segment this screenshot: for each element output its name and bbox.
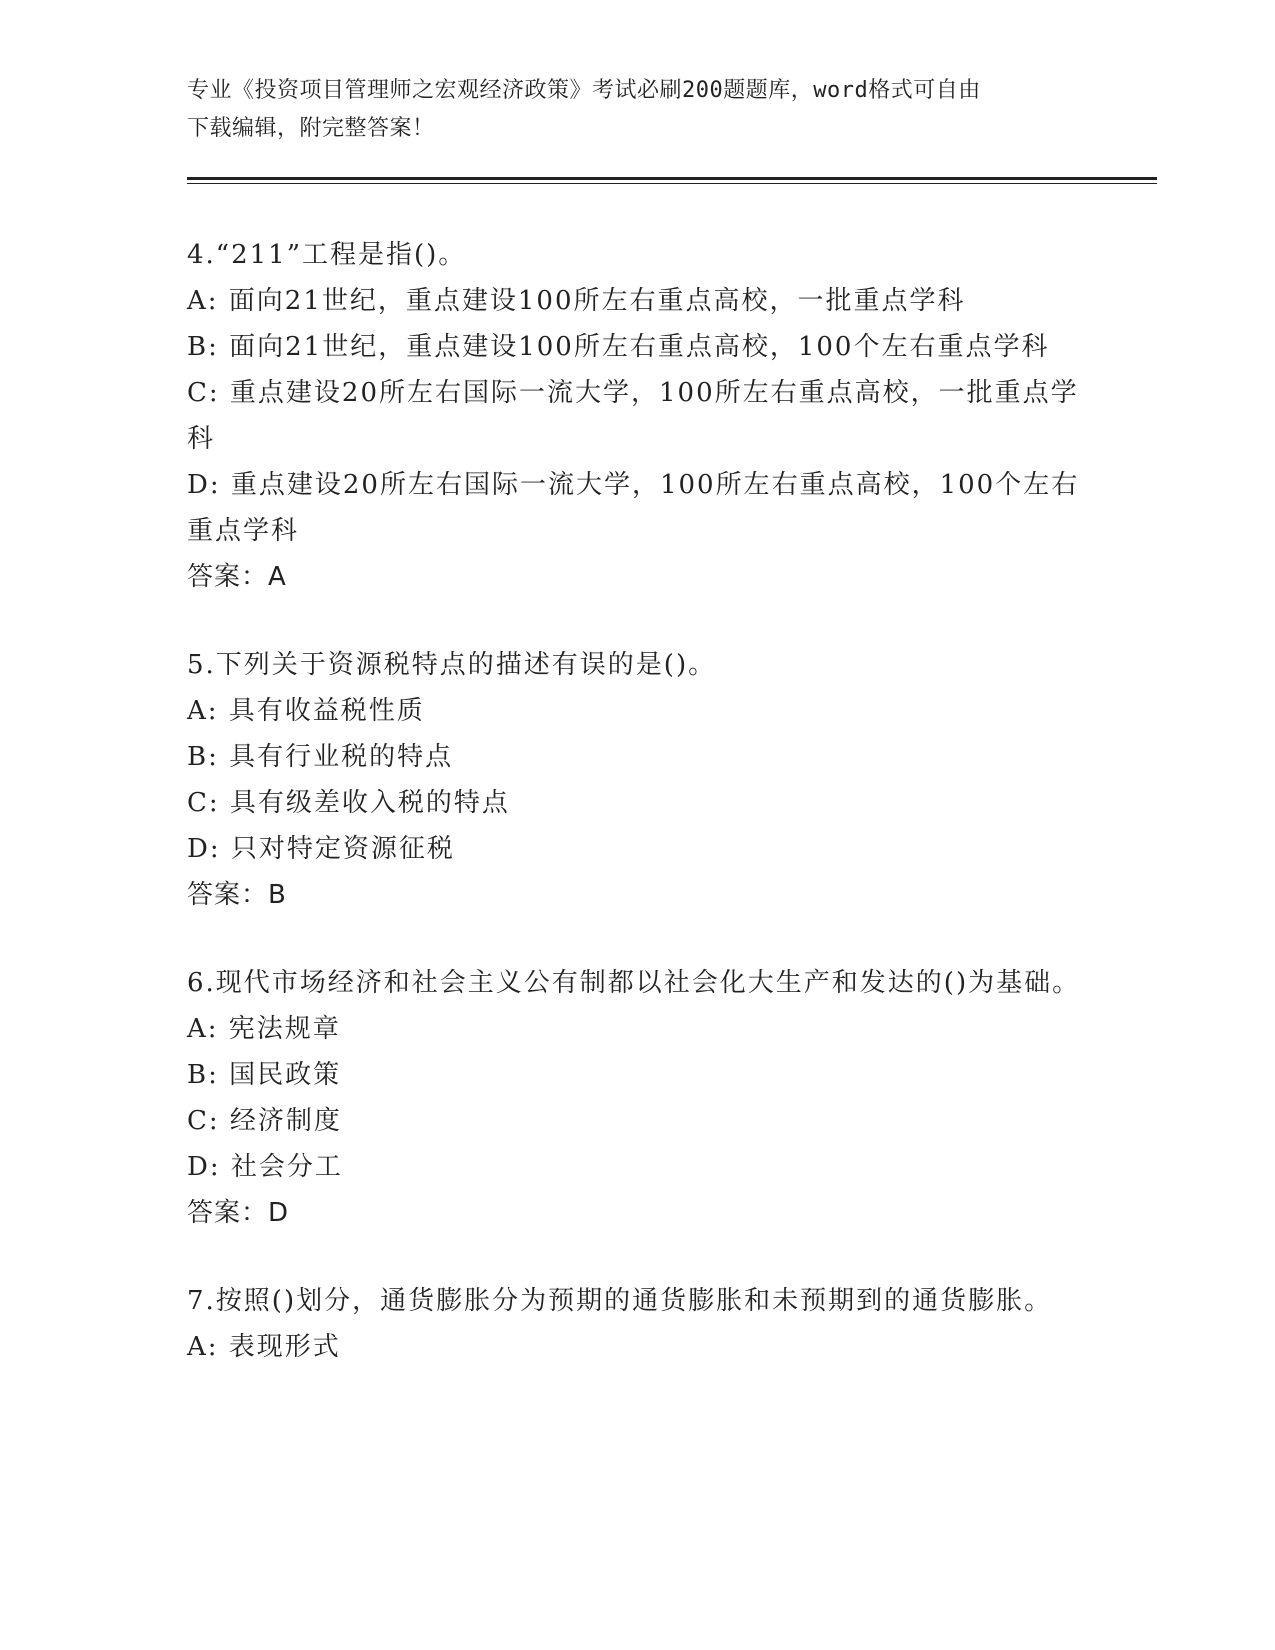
option-a: A: 表现形式: [187, 1332, 341, 1362]
question-5: [187, 642, 1087, 918]
question-7: [187, 1278, 1087, 1370]
question-stem: 4.“211”工程是指()。: [187, 240, 467, 270]
option-c: C: 具有级差收入税的特点: [187, 788, 510, 818]
question-6: [187, 960, 1087, 1236]
option-a: A: 具有收益税性质: [187, 696, 425, 726]
question-4: [187, 232, 1087, 600]
option-d: D: 只对特定资源征税: [187, 834, 455, 864]
option-d: D: 重点建设20所左右国际一流大学，100所左右重点高校，100个左右重点学科: [187, 470, 1080, 546]
document-header: [187, 72, 1067, 148]
header-line-2: 下载编辑，附完整答案！: [187, 116, 435, 141]
question-stem: 7.按照()划分，通货膨胀分为预期的通货膨胀和未预期到的通货膨胀。: [187, 1286, 1053, 1316]
option-c: C: 重点建设20所左右国际一流大学，100所左右重点高校，一批重点学科: [187, 378, 1079, 454]
option-a: A: 面向21世纪，重点建设100所左右重点高校，一批重点学科: [187, 286, 966, 316]
option-a: A: 宪法规章: [187, 1014, 341, 1044]
header-divider-thick: [187, 177, 1157, 180]
answer-label: 答案：A: [187, 562, 287, 592]
option-d: D: 社会分工: [187, 1152, 343, 1182]
option-b: B: 具有行业税的特点: [187, 742, 454, 772]
answer-label: 答案：D: [187, 1198, 290, 1228]
option-c: C: 经济制度: [187, 1106, 342, 1136]
question-list: [187, 232, 1087, 1412]
question-stem: 6.现代市场经济和社会主义公有制都以社会化大生产和发达的()为基础。: [187, 968, 1081, 998]
question-stem: 5.下列关于资源税特点的描述有误的是()。: [187, 650, 717, 680]
header-divider-thin: [187, 183, 1157, 184]
answer-label: 答案：B: [187, 880, 287, 910]
option-b: B: 面向21世纪，重点建设100所左右重点高校，100个左右重点学科: [187, 332, 1050, 362]
option-b: B: 国民政策: [187, 1060, 342, 1090]
header-line-1: 专业《投资项目管理师之宏观经济政策》考试必刷200题题库，word格式可自由: [187, 78, 981, 103]
